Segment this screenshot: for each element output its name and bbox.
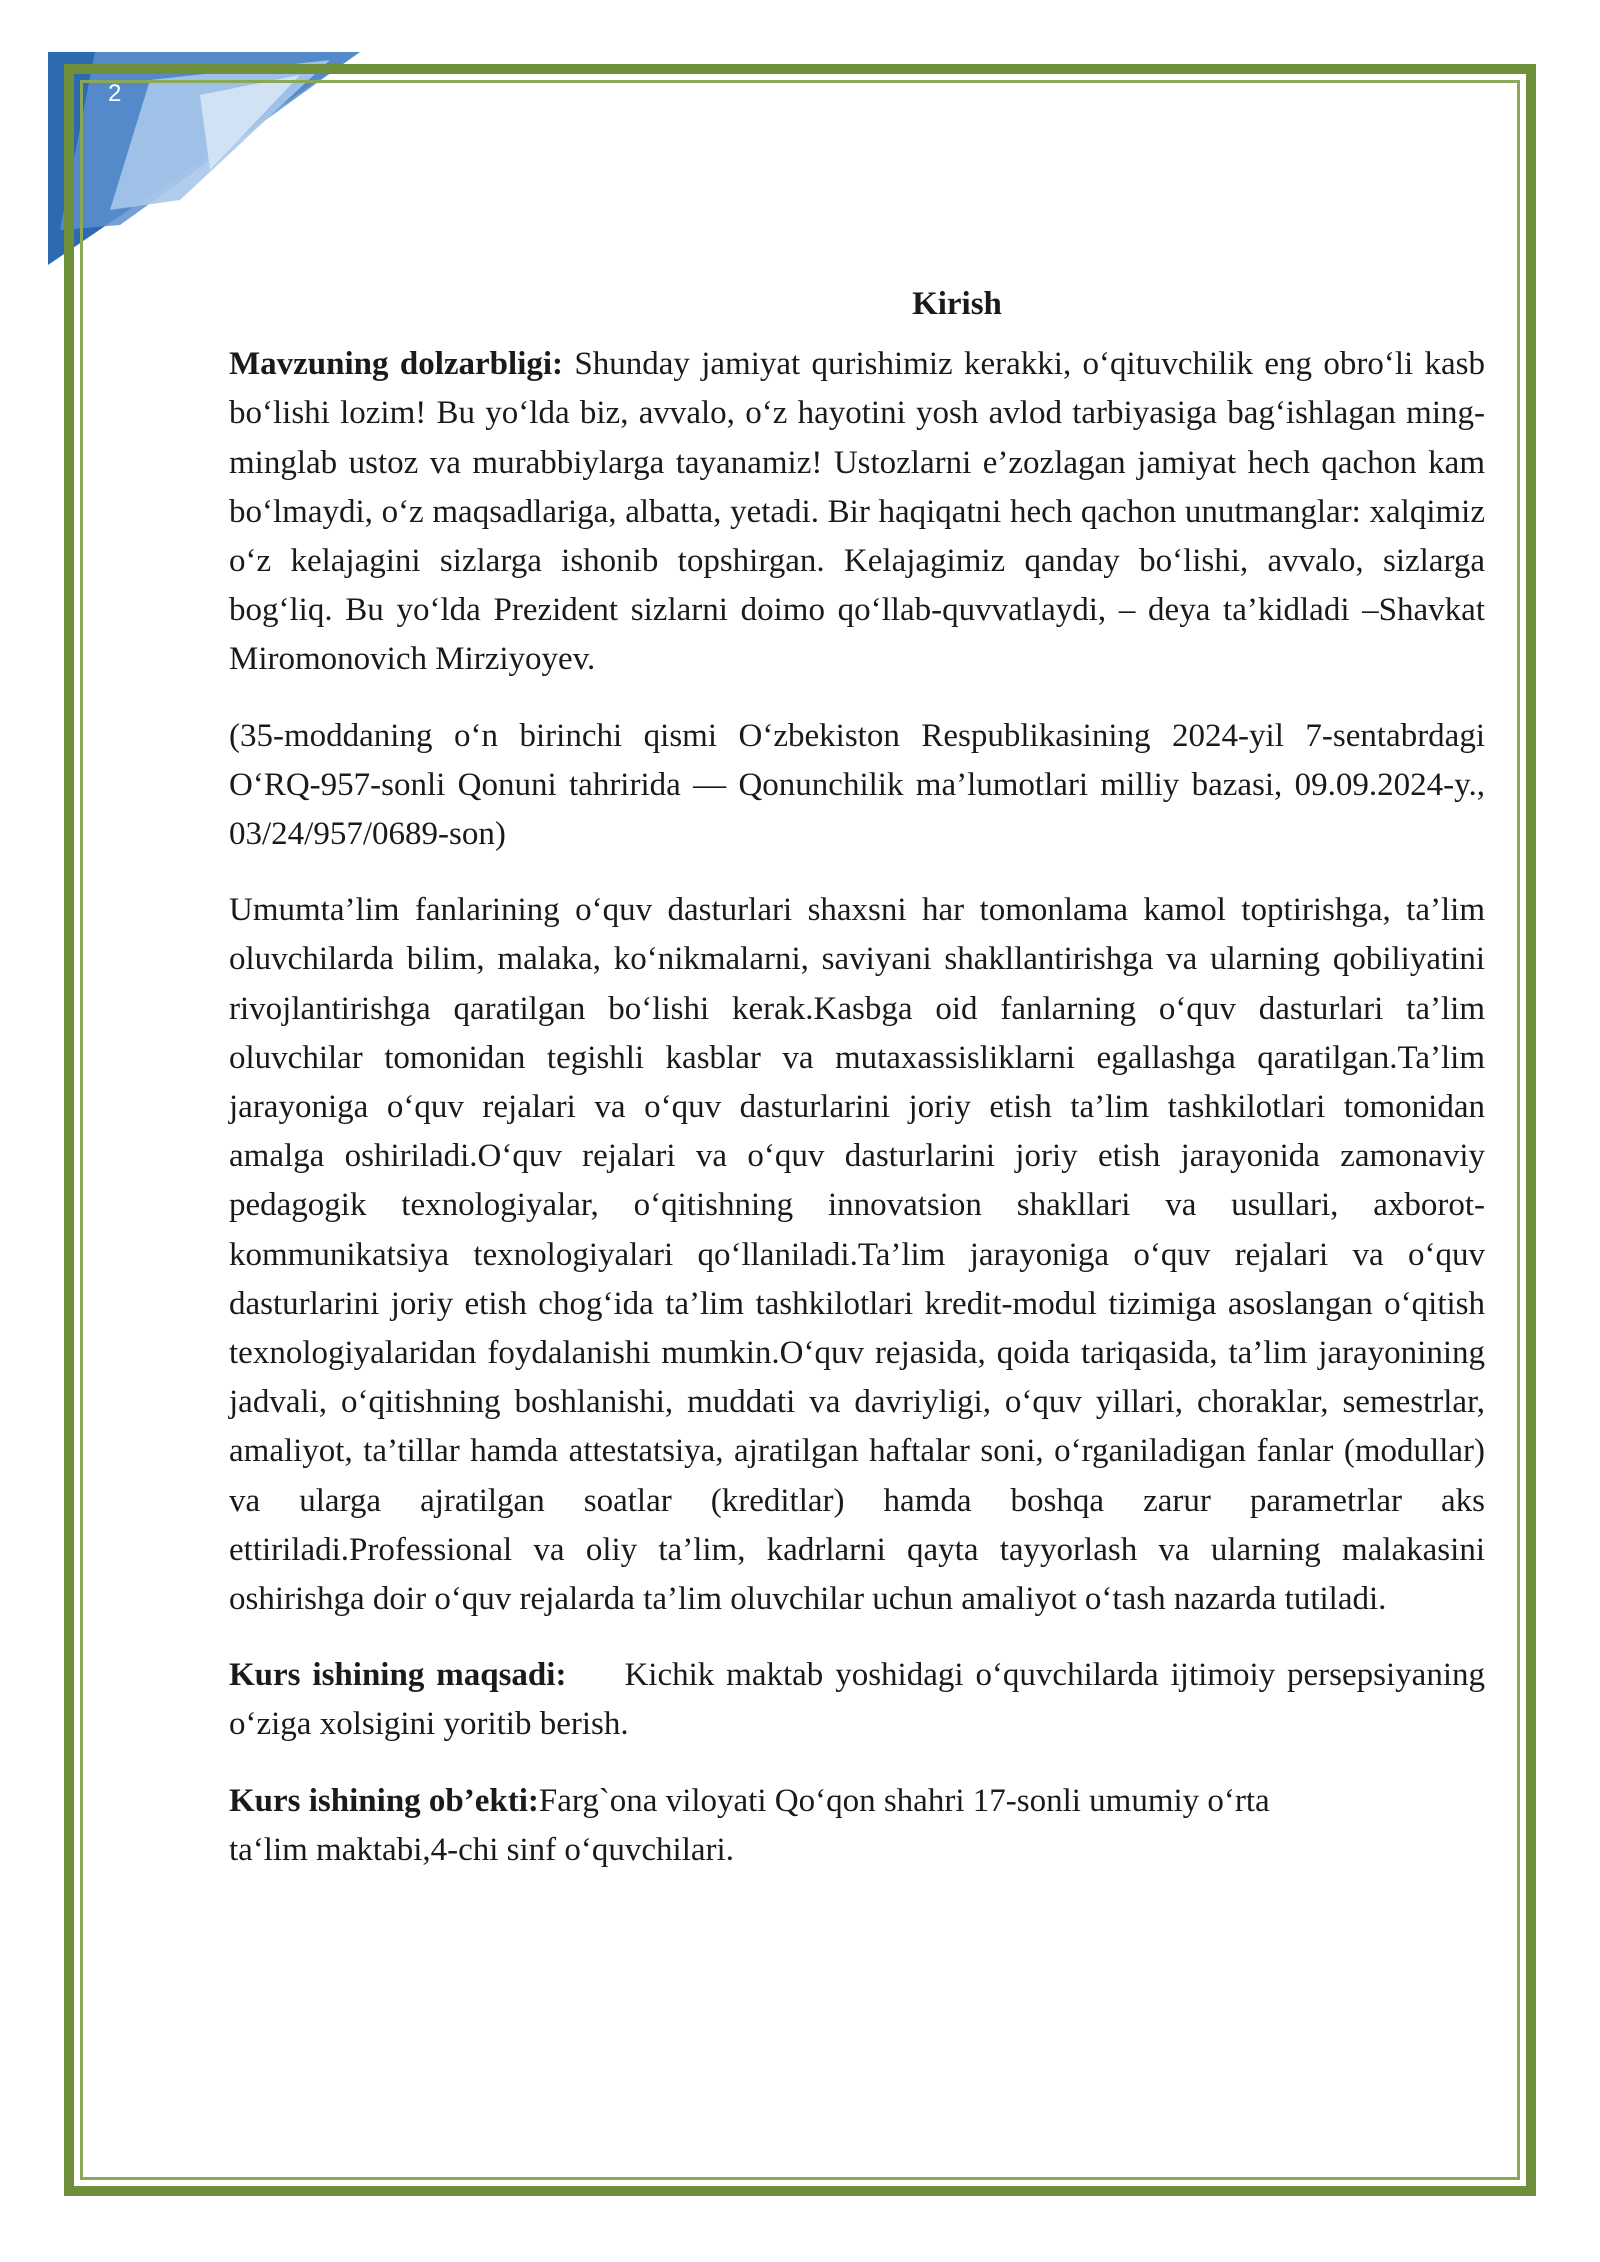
page-number: 2 — [108, 80, 122, 107]
goal-text: Kichik maktab yoshidagi o‘quvchilarda ijtimoiy persepsiyaning o‘ziga xolsigini yoritib berish. — [229, 1657, 1485, 1743]
document-body — [229, 280, 1485, 1902]
object-text-line1: Farg`ona viloyati Qo‘qon shahri 17-sonli umumiy o‘rta — [538, 1782, 1270, 1819]
paragraph-law-reference: (35-moddaning o‘n birinchi qismi O‘zbekiston Respublikasining 2024-yil 7-sentabrdagi O‘RQ-957-sonli Qonuni tahririda — Qonunchilik ma’lumotlari milliy bazasi, 09.09.2024-y., 03/24/957/0689-son) — [229, 717, 1485, 853]
paragraph-goal — [229, 1651, 1485, 1749]
relevance-lead: Mavzuning dolzarbligi: — [229, 346, 564, 383]
object-text-line2: ta‘lim maktabi,4-chi sinf o‘quvchilari. — [229, 1831, 734, 1868]
object-lead: Kurs ishining ob’ekti: — [229, 1782, 539, 1819]
paragraph-relevance — [229, 340, 1485, 684]
goal-lead: Kurs ishining maqsadi: — [229, 1657, 567, 1694]
relevance-text: Shunday jamiyat qurishimiz kerakki, o‘qituvchilik eng obro‘li kasb bo‘lishi lozim! Bu yo‘lda biz, avvalo, o‘z hayotini yosh avlod tarbiyasiga bag‘ishlagan ming-minglab ustoz va murabbiylarga tayanamiz! Ustozlarni e’zozlagan jamiyat hech qachon kam bo‘lmaydi, o‘z maqsadlariga, albatta, yetadi. Bir haqiqatni hech qachon unutmanglar: xalqimiz o‘z kelajagini sizlarga ishonib topshirgan. Kelajagimiz qanday bo‘lishi, avvalo, sizlarga bog‘liq. Bu yo‘lda Prezident sizlarni doimo qo‘llab-quvvatlaydi, – deya ta’kidladi –Shavkat Miromonovich Mirziyoyev. — [229, 346, 1485, 678]
paragraph-curriculum: Umumta’lim fanlarining o‘quv dasturlari shaxsni har tomonlama kamol toptirishga, ta’lim oluvchilarda bilim, malaka, ko‘nikmalarni, saviyani shakllantirishga va ularning qobiliyatini rivojlantirishga qaratilgan bo‘lishi kerak.Kasbga oid fanlarning o‘quv dasturlari ta’lim oluvchilar tomonidan tegishli kasblar va mutaxassisliklarni egallashga qaratilgan.Ta’lim jarayoniga o‘quv rejalari va o‘quv dasturlarini joriy etish ta’lim tashkilotlari tomonidan amalga oshiriladi.O‘quv rejalari va o‘quv dasturlarini joriy etish jarayonida zamonaviy pedagogik texnologiyalar, o‘qitishning innovatsion shakllari va usullari, axborot-kommunikatsiya texnologiyalari qo‘llaniladi.Ta’lim jarayoniga o‘quv rejalari va o‘quv dasturlarini joriy etish chog‘ida ta’lim tashkilotlari kredit-modul tizimiga asoslangan o‘qitish texnologiyalaridan foydalanishi mumkin.O‘quv rejasida, qoida tariqasida, ta’lim jarayonining jadvali, o‘qitishning boshlanishi, muddati va davriyligi, o‘quv yillari, choraklar, semestrlar, amaliyot, ta’tillar hamda attestatsiya, ajratilgan haftalar soni, o‘rganiladigan fanlar (modullar) va ularga ajratilgan soatlar (kreditlar) hamda boshqa zarur parametrlar aks ettiriladi.Professional va oliy ta’lim, kadrlarni qayta tayyorlash va ularning malakasini oshirishga doir o‘quv rejalarda ta’lim oluvchilar uchun amaliyot o‘tash nazarda tutiladi. — [229, 892, 1485, 1618]
section-title: Kirish — [912, 286, 1002, 322]
paragraph-object — [229, 1777, 1485, 1875]
